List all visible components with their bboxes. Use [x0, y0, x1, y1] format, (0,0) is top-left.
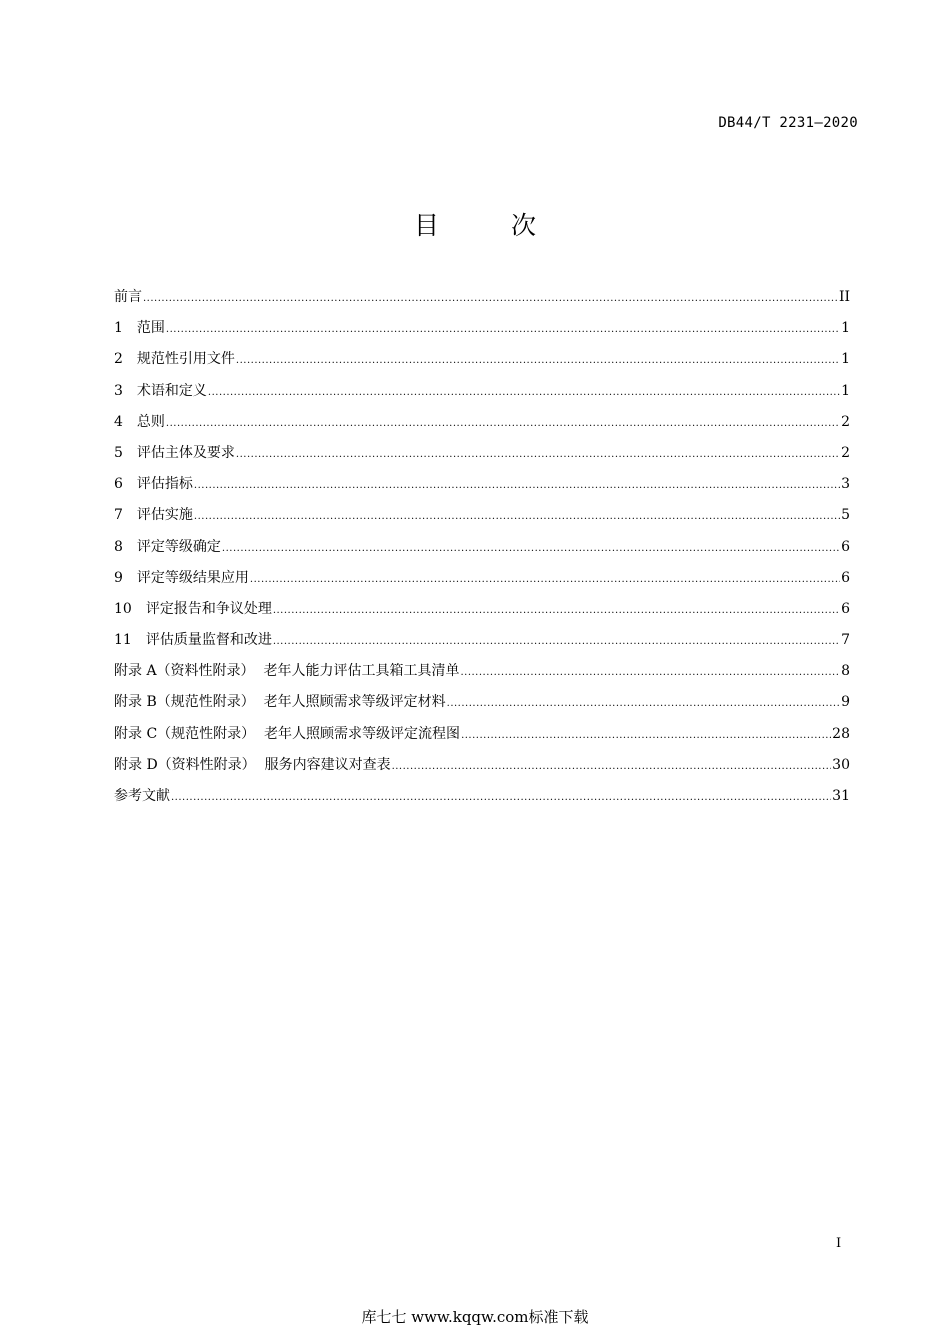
dot-leader: [236, 355, 840, 366]
toc-entry-number: 11: [114, 632, 132, 649]
toc-entry-number: 8: [114, 538, 123, 555]
standard-code: DB44/T 2231—2020: [718, 115, 858, 131]
toc-entry-page: 2: [841, 444, 850, 461]
dot-leader: [447, 698, 840, 709]
toc-entry-label: 总则: [136, 413, 165, 430]
toc-entry-10[interactable]: [114, 598, 850, 629]
toc-entry-number: 10: [114, 600, 132, 617]
toc-entry-page: 30: [832, 756, 850, 773]
page-title: 目次: [413, 211, 608, 240]
toc-entry-9[interactable]: [114, 567, 850, 598]
toc-entry-number: 5: [114, 444, 123, 461]
toc-entry-label: 规范性引用文件: [136, 351, 235, 368]
page-number: I: [836, 1236, 842, 1251]
toc-entry-references[interactable]: [114, 785, 850, 816]
toc-entry-page: 5: [841, 507, 850, 524]
dot-leader: [392, 761, 832, 772]
dot-leader: [166, 324, 840, 335]
toc-entry-number: 1: [114, 320, 123, 337]
toc-entry-label: 附录 A（资料性附录） 老年人能力评估工具箱工具清单: [114, 663, 460, 680]
toc-entry-label: 评估质量监督和改进: [145, 632, 272, 649]
toc-entry-2[interactable]: [114, 348, 850, 379]
toc-entry-label: 评定报告和争议处理: [145, 600, 272, 617]
dot-leader: [208, 387, 840, 398]
dot-leader: [461, 730, 831, 741]
dot-leader: [166, 418, 840, 429]
toc-entry-page: 1: [841, 351, 850, 368]
toc-entry-page: II: [838, 289, 850, 305]
toc-entry-label: 范围: [136, 320, 165, 337]
toc-entry-page: 6: [841, 538, 850, 555]
dot-leader: [194, 480, 840, 491]
toc-entry-page: 1: [841, 382, 850, 399]
toc-entry-number: 7: [114, 507, 123, 524]
table-of-contents: [114, 286, 850, 816]
toc-entry-number: 9: [114, 569, 123, 586]
toc-entry-1[interactable]: [114, 317, 850, 348]
toc-entry-label: 附录 D（资料性附录） 服务内容建议对查表: [114, 756, 391, 773]
dot-leader: [236, 449, 840, 460]
toc-entry-4[interactable]: [114, 411, 850, 442]
toc-entry-foreword[interactable]: [114, 286, 850, 317]
toc-entry-5[interactable]: [114, 442, 850, 473]
toc-entry-page: 3: [841, 476, 850, 493]
toc-entry-page: 6: [841, 569, 850, 586]
toc-entry-number: 2: [114, 351, 123, 368]
toc-entry-page: 7: [841, 632, 850, 649]
toc-entry-appendix-a[interactable]: [114, 660, 850, 691]
dot-leader: [273, 636, 840, 647]
toc-entry-label: 前言: [114, 289, 142, 305]
toc-entry-page: 8: [841, 663, 850, 680]
toc-entry-label: 评定等级结果应用: [136, 569, 249, 586]
toc-entry-label: 评定等级确定: [136, 538, 221, 555]
toc-entry-label: 参考文献: [114, 788, 170, 804]
toc-entry-appendix-d[interactable]: [114, 754, 850, 785]
toc-entry-page: 31: [832, 788, 850, 804]
toc-entry-label: 附录 C（规范性附录） 老年人照顾需求等级评定流程图: [114, 725, 461, 742]
dot-leader: [273, 605, 840, 616]
dot-leader: [460, 667, 840, 678]
toc-entry-11[interactable]: [114, 629, 850, 660]
toc-entry-8[interactable]: [114, 536, 850, 567]
toc-entry-page: 1: [841, 320, 850, 337]
toc-entry-7[interactable]: [114, 504, 850, 535]
dot-leader: [171, 792, 831, 803]
toc-entry-page: 9: [841, 694, 850, 711]
dot-leader: [143, 293, 838, 304]
toc-entry-label: 评估指标: [136, 476, 193, 493]
toc-entry-label: 附录 B（规范性附录） 老年人照顾需求等级评定材料: [114, 694, 446, 711]
toc-entry-page: 6: [841, 600, 850, 617]
toc-entry-label: 术语和定义: [136, 382, 207, 399]
toc-entry-appendix-b[interactable]: [114, 691, 850, 722]
watermark-text: 库七七 www.kqqw.com标准下载: [361, 1308, 589, 1326]
toc-entry-number: 3: [114, 382, 123, 399]
toc-entry-appendix-c[interactable]: [114, 723, 850, 754]
toc-entry-label: 评估主体及要求: [136, 444, 235, 461]
dot-leader: [250, 574, 840, 585]
dot-leader: [194, 511, 840, 522]
toc-entry-6[interactable]: [114, 473, 850, 504]
toc-entry-label: 评估实施: [136, 507, 193, 524]
toc-entry-3[interactable]: [114, 380, 850, 411]
toc-entry-page: 2: [841, 413, 850, 430]
toc-entry-number: 6: [114, 476, 123, 493]
dot-leader: [222, 543, 840, 554]
toc-entry-page: 28: [832, 725, 850, 742]
toc-entry-number: 4: [114, 413, 123, 430]
